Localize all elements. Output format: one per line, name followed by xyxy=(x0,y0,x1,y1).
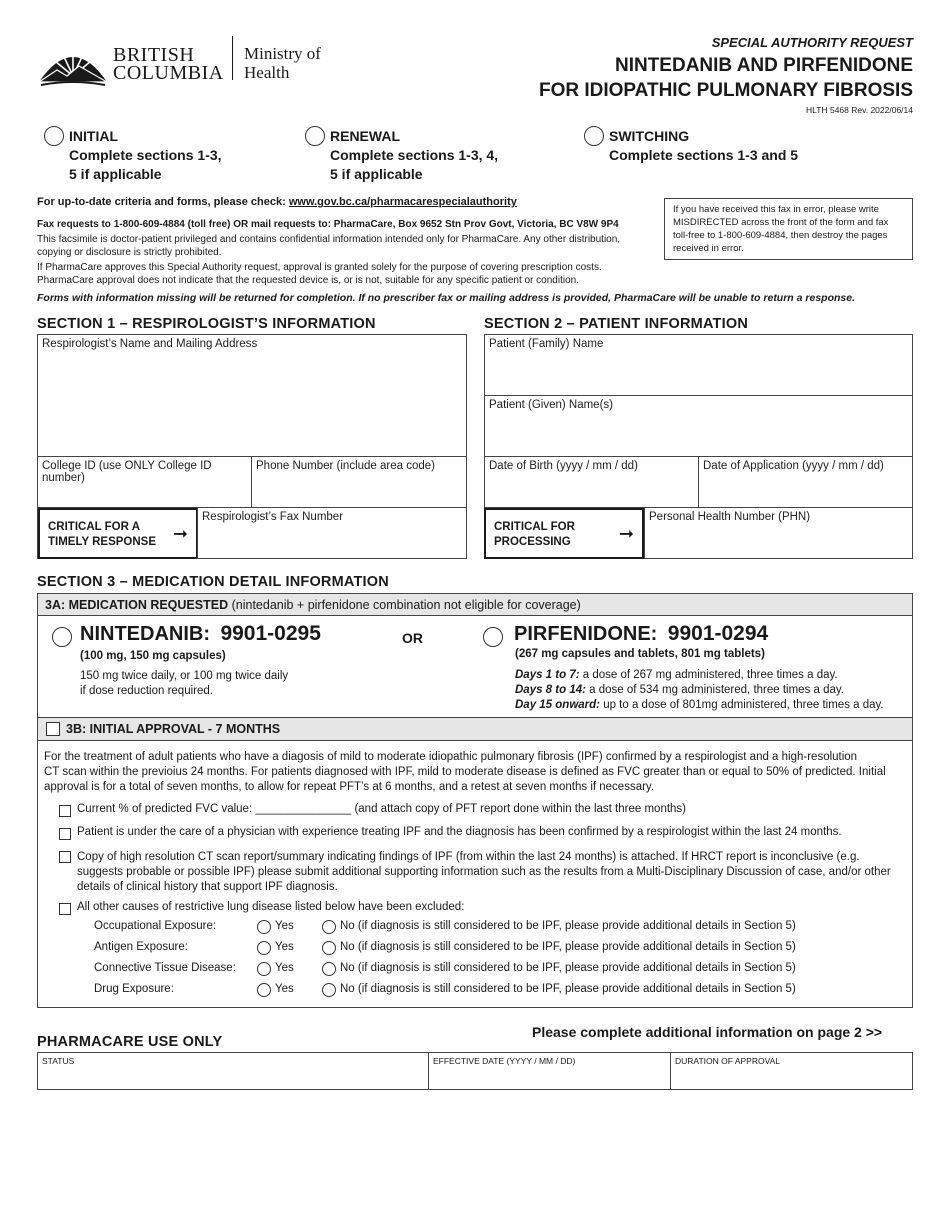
critical-timely-line1: CRITICAL FOR A xyxy=(48,521,140,533)
nintedanib-dose-line2: if dose reduction required. xyxy=(80,685,213,697)
pirfenidone-d2-text: a dose of 534 mg administered, three times a day. xyxy=(585,684,844,696)
hrct-checkbox[interactable] xyxy=(59,851,71,863)
initial-instructions-2: 5 if applicable xyxy=(69,166,162,182)
fvc-criterion: Current % of predicted FVC value: _______________ (and attach copy of PFT report done within the last three months) xyxy=(77,803,687,815)
logo-line2: COLUMBIA xyxy=(113,62,224,84)
misdirected-line3: toll-free to 1-800-609-4884, then destroy the pages xyxy=(673,230,888,241)
criteria-line xyxy=(37,196,517,208)
pirfenidone-d2-label: Days 8 to 14: xyxy=(515,684,586,696)
other-causes-checkbox[interactable] xyxy=(59,903,71,915)
bc-sun-mountain-icon xyxy=(37,36,109,86)
exposure-yes-radio[interactable] xyxy=(257,962,271,976)
exposure-no-radio[interactable] xyxy=(322,920,336,934)
initial-label: INITIAL xyxy=(69,128,118,144)
exposure-no-radio[interactable] xyxy=(322,962,336,976)
pirfenidone-din: 9901-0294 xyxy=(667,622,769,645)
approval-line2: PharmaCare approval does not indicate that the requested device is, or is not, suitable for any specific patient or condition. xyxy=(37,275,579,286)
fax-label: Respirologist’s Fax Number xyxy=(202,511,344,523)
misdirected-line4: received in error. xyxy=(673,243,744,254)
nintedanib-name: NINTEDANIB: xyxy=(80,623,210,645)
sub3a-note: (nintedanib + pirfenidone combination not eligible for coverage) xyxy=(228,598,581,612)
college-id-field[interactable] xyxy=(37,456,252,508)
college-id-label: College ID (use ONLY College ID number) xyxy=(42,460,212,484)
criteria-para-line2: CT scan within the previoius 24 months. For patients diagnosed with IPF, mild to moderate disease is defined as FVC greater than or equal to 50% of predicted. Initial xyxy=(44,766,886,778)
given-names-label: Patient (Given) Name(s) xyxy=(489,399,613,411)
date-of-birth-field[interactable] xyxy=(484,456,699,508)
status-field[interactable] xyxy=(37,1052,429,1090)
nintedanib-din: 9901-0295 xyxy=(220,622,321,645)
sub3a-title: 3A: MEDICATION REQUESTED xyxy=(45,598,229,612)
sub3b-header xyxy=(37,717,913,741)
criteria-para-line1: For the treatment of adult patients who have a diagosis of mild to moderate idiopathic pulmonary fibrosis (IPF) confirmed by a respirologist and a high-resolution xyxy=(44,751,858,763)
exposure-yes-radio[interactable] xyxy=(257,941,271,955)
arrow-right-icon: ➞ xyxy=(172,523,188,543)
form-title-line1: NINTEDANIB AND PIRFENIDONE xyxy=(614,55,913,76)
nintedanib-strength: (100 mg, 150 mg capsules) xyxy=(80,650,226,662)
other-causes-criterion: All other causes of restrictive lung disease listed below have been excluded: xyxy=(77,901,465,913)
phn-label: Personal Health Number (PHN) xyxy=(649,511,811,523)
nintedanib-radio[interactable] xyxy=(52,627,72,647)
renewal-label: RENEWAL xyxy=(330,128,400,144)
physician-care-checkbox[interactable] xyxy=(59,828,71,840)
critical-timely-badge xyxy=(38,508,198,559)
bc-logo xyxy=(37,36,327,88)
fax-instructions: Fax requests to 1-800-609-4884 (toll free) OR mail requests to: PharmaCare, Box 9652 Stn Prov Govt, Victoria, BC V8W 9P4 xyxy=(37,219,619,230)
exposure-no-label: No (if diagnosis is still considered to be IPF, please provide additional details in Section 5) xyxy=(340,920,796,932)
form-number: HLTH 5468 Rev. 2022/06/14 xyxy=(806,105,913,115)
hrct-line1: Copy of high resolution CT scan report/summary indicating findings of IPF (from within the last 24 months) is attached. If HRCT report is inconclusive (e.g. xyxy=(77,851,860,863)
nintedanib-title xyxy=(80,622,321,646)
pirfenidone-d3-label: Day 15 onward: xyxy=(515,699,600,711)
missing-info-warning: Forms with information missing will be returned for completion. If no prescriber fax or mailing address is provided, PharmaCare will be unable to return a response. xyxy=(37,292,856,304)
pharmacare-use-title: PHARMACARE USE ONLY xyxy=(37,1034,223,1050)
exposure-label: Occupational Exposure: xyxy=(94,920,217,932)
pirfenidone-title xyxy=(514,622,768,646)
nintedanib-dose-line1: 150 mg twice daily, or 100 mg twice daily xyxy=(80,670,289,682)
nintedanib-dosing xyxy=(80,669,288,699)
exposure-no-radio[interactable] xyxy=(322,983,336,997)
dob-label: Date of Birth (yyyy / mm / dd) xyxy=(489,460,638,472)
privilege-line2: copying or disclosure is strictly prohibited. xyxy=(37,247,222,258)
logo-divider xyxy=(232,36,233,80)
exposure-yes-label: Yes xyxy=(275,941,294,953)
sub3b-checkbox[interactable] xyxy=(46,722,60,736)
hrct-line2: suggests probable or possible IPF) please submit additional supporting information such as the results from a Multi-Disciplinary Discussion of case, and/or other xyxy=(77,866,891,878)
section1-title: SECTION 1 – RESPIROLOGIST’S INFORMATION xyxy=(37,316,376,332)
form-header xyxy=(539,35,913,115)
critical-timely-line2: TIMELY RESPONSE xyxy=(48,536,157,548)
switching-label: SWITCHING xyxy=(609,128,690,144)
misdirected-line1: If you have received this fax in error, please write xyxy=(673,204,879,215)
sub3a-header xyxy=(37,593,913,616)
misdirected-line2: MISDIRECTED across the front of the form and fax xyxy=(673,217,889,228)
or-label: OR xyxy=(402,630,423,646)
logo-line1: BRITISH xyxy=(113,44,195,66)
exposure-yes-label: Yes xyxy=(275,962,294,974)
exposure-label: Antigen Exposure: xyxy=(94,941,188,953)
exposure-label: Drug Exposure: xyxy=(94,983,174,995)
duration-field[interactable] xyxy=(670,1052,913,1090)
section3-title: SECTION 3 – MEDICATION DETAIL INFORMATION xyxy=(37,574,389,590)
physician-care-criterion: Patient is under the care of a physician with experience treating IPF and the diagnosis has been confirmed by a respirologist within the last 24 months. xyxy=(77,826,842,838)
phone-field[interactable] xyxy=(251,456,467,508)
application-date-label: Date of Application (yyyy / mm / dd) xyxy=(703,460,884,472)
effective-date-label: EFFECTIVE DATE (YYYY / MM / DD) xyxy=(433,1056,576,1066)
exposure-no-label: No (if diagnosis is still considered to be IPF, please provide additional details in Section 5) xyxy=(340,941,796,953)
misdirected-box xyxy=(664,198,913,260)
patient-family-name-field[interactable] xyxy=(484,334,913,396)
pirfenidone-strength: (267 mg capsules and tablets, 801 mg tablets) xyxy=(515,648,765,660)
phone-label: Phone Number (include area code) xyxy=(256,460,435,472)
pirfenidone-name: PIRFENIDONE: xyxy=(514,623,658,645)
renewal-instructions-2: 5 if applicable xyxy=(330,166,423,182)
initial-instructions-1: Complete sections 1-3, xyxy=(69,147,222,163)
status-label: STATUS xyxy=(42,1056,75,1066)
duration-label: DURATION OF APPROVAL xyxy=(675,1056,781,1066)
phn-field[interactable] xyxy=(644,507,913,559)
pirfenidone-d3-text: up to a dose of 801mg administered, three times a day. xyxy=(600,699,884,711)
exposure-no-radio[interactable] xyxy=(322,941,336,955)
respirologist-name-address-field[interactable] xyxy=(37,334,467,457)
criteria-paragraph xyxy=(44,750,886,795)
criteria-prefix: For up-to-date criteria and forms, please check: xyxy=(37,196,289,208)
ministry-line2: Health xyxy=(244,63,290,82)
request-type: SPECIAL AUTHORITY REQUEST xyxy=(711,35,913,50)
exposure-label: Connective Tissue Disease: xyxy=(94,962,236,974)
pirfenidone-d1-text: a dose of 267 mg administered, three times a day. xyxy=(579,669,838,681)
ministry-line1: Ministry of xyxy=(244,44,321,63)
exposure-yes-radio[interactable] xyxy=(257,983,271,997)
pirfenidone-d1-label: Days 1 to 7: xyxy=(515,669,580,681)
family-name-label: Patient (Family) Name xyxy=(489,338,604,350)
sub3b-title: 3B: INITIAL APPROVAL - 7 MONTHS xyxy=(66,722,281,736)
switching-instructions-1: Complete sections 1-3 and 5 xyxy=(609,147,799,163)
pirfenidone-radio[interactable] xyxy=(483,627,503,647)
next-page-note: Please complete additional information on page 2 >> xyxy=(532,1024,883,1040)
effective-date-field[interactable] xyxy=(428,1052,671,1090)
hrct-line3: details of clinical history that support IPF diagnosis. xyxy=(77,881,338,893)
form-title-line2: FOR IDIOPATHIC PULMONARY FIBROSIS xyxy=(538,80,913,101)
initial-radio[interactable] xyxy=(44,126,64,146)
name-address-label: Respirologist’s Name and Mailing Address xyxy=(42,338,258,350)
critical-processing-badge xyxy=(484,508,644,559)
switching-radio[interactable] xyxy=(584,126,604,146)
exposure-yes-label: Yes xyxy=(275,983,294,995)
approval-line1: If PharmaCare approves this Special Authority request, approval is granted solely for the purpose of covering prescription costs. xyxy=(37,262,602,273)
application-date-field[interactable] xyxy=(698,456,913,508)
criteria-para-line3: approval is for a total of seven months, to allow for repeat PFT’s at 6 months, and a retest at seven months if necessary. xyxy=(44,781,655,793)
renewal-radio[interactable] xyxy=(305,126,325,146)
section2-title: SECTION 2 – PATIENT INFORMATION xyxy=(484,316,748,332)
patient-given-names-field[interactable] xyxy=(484,395,913,457)
exposure-yes-label: Yes xyxy=(275,920,294,932)
privilege-notice xyxy=(37,233,620,259)
criteria-link[interactable]: www.gov.bc.ca/pharmacarespecialauthority xyxy=(288,196,517,208)
respirologist-fax-field[interactable] xyxy=(197,507,467,559)
exposure-no-label: No (if diagnosis is still considered to be IPF, please provide additional details in Section 5) xyxy=(340,983,796,995)
privilege-line1: This facsimile is doctor-patient privileged and contains confidential information intended only for PharmaCare. Any other distribution, xyxy=(37,234,621,245)
fvc-checkbox[interactable] xyxy=(59,805,71,817)
exposure-yes-radio[interactable] xyxy=(257,920,271,934)
critical-processing-line2: PROCESSING xyxy=(494,536,571,548)
pirfenidone-dosing xyxy=(515,668,884,713)
renewal-instructions-1: Complete sections 1-3, 4, xyxy=(330,147,499,163)
exposure-no-label: No (if diagnosis is still considered to be IPF, please provide additional details in Section 5) xyxy=(340,962,796,974)
hrct-criterion xyxy=(77,850,891,895)
critical-processing-line1: CRITICAL FOR xyxy=(494,521,575,533)
approval-notice xyxy=(37,261,602,287)
arrow-right-icon: ➞ xyxy=(618,523,634,543)
